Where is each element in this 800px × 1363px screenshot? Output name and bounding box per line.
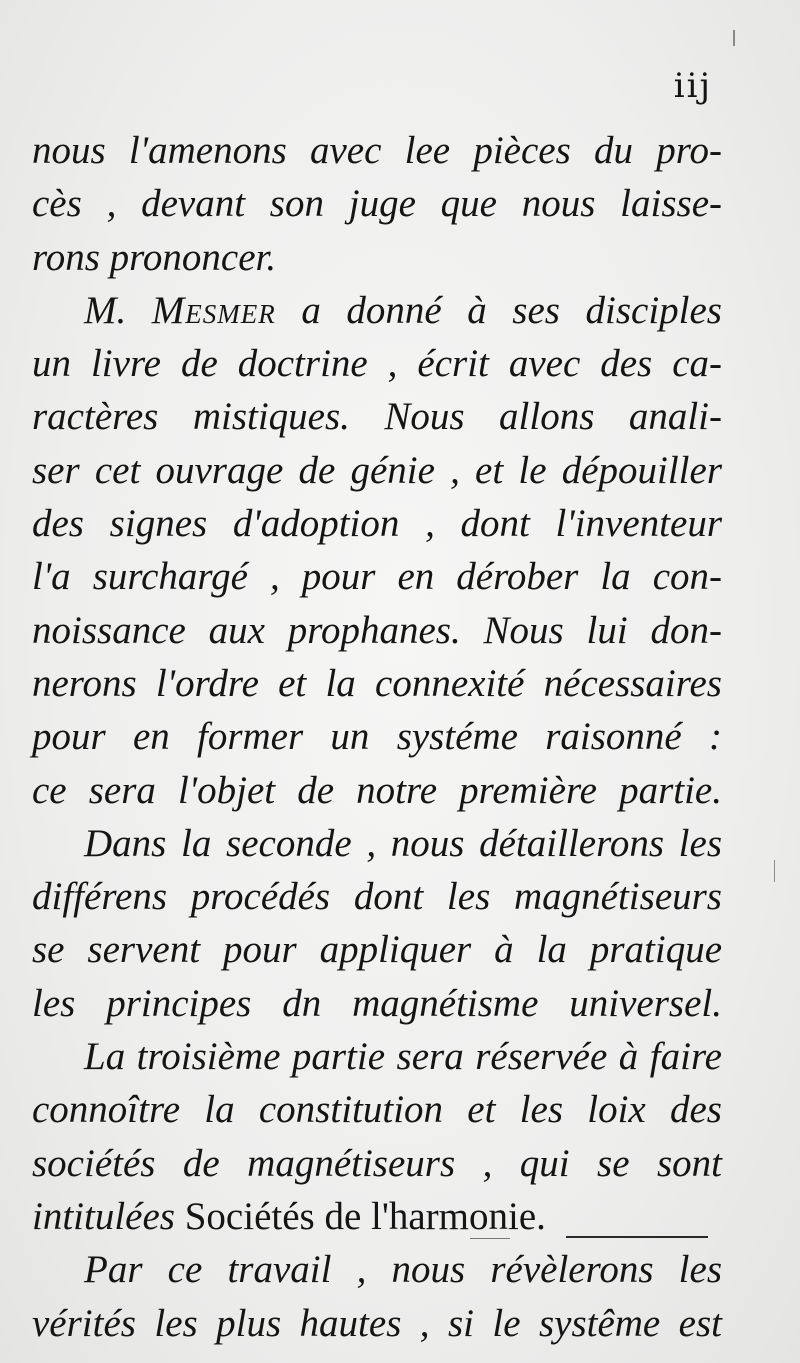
mesmer-rest: a donné à ses disciples — [275, 288, 722, 332]
text-line: noissance aux prophanes. Nous lui don- — [32, 608, 722, 652]
text-line: ser cet ouvrage de génie , et le dépouiller — [32, 448, 722, 492]
body-text — [32, 124, 722, 1350]
text-line: rons prononcer. — [32, 235, 277, 279]
text-line: différens procédés dont les magnétiseurs — [32, 875, 722, 919]
text-line: cès , devant son juge que nous laisse- — [32, 182, 722, 226]
text-line: les principes dn magnétisme universel. — [32, 981, 722, 1025]
text-line: connoître la constitution et les loix des — [32, 1088, 722, 1132]
printer-rule-mark — [566, 1236, 708, 1238]
mesmer-prefix: M. — [84, 288, 152, 332]
text-line: nerons l'ordre et la connexité nécessaires — [32, 661, 722, 705]
paragraph-start-troisieme: La troisième partie sera réservée à faire — [84, 1035, 722, 1079]
paragraph-start-seconde: Dans la seconde , nous détaillerons les — [84, 821, 722, 865]
text-line: ce sera l'objet de notre première partie. — [32, 768, 722, 812]
text-line: pour en former un systéme raisonné : — [32, 715, 722, 759]
mesmer-name: Mesmer — [151, 288, 276, 332]
page-number: iij — [673, 66, 712, 106]
text-line: des signes d'adoption , dont l'inventeur — [32, 502, 722, 546]
paragraph-start-mesmer — [32, 284, 722, 337]
paragraph-start-travail: Par ce travail , nous révèlerons les — [84, 1248, 722, 1292]
harmonie-italic: intitulées — [32, 1194, 185, 1238]
text-line: nous l'amenons avec lee pièces du pro- — [32, 129, 722, 172]
text-line: un livre de doctrine , écrit avec des ca- — [32, 342, 722, 386]
text-line: sociétés de magnétiseurs , qui se sont — [32, 1141, 722, 1185]
text-line: se servent pour appliquer à la pratique — [32, 928, 722, 972]
printer-rule-mark — [470, 1238, 510, 1239]
text-line: vérités les plus hautes , si le systême est — [32, 1301, 722, 1345]
text-line: ractères mistiques. Nous allons anali- — [32, 395, 722, 439]
page-edge-mark — [733, 30, 735, 46]
text-line: l'a surchargé , pour en dérober la con- — [32, 555, 722, 599]
page-edge-mark — [774, 860, 775, 882]
harmonie-roman: Sociétés de l'harmonie. — [184, 1194, 546, 1238]
